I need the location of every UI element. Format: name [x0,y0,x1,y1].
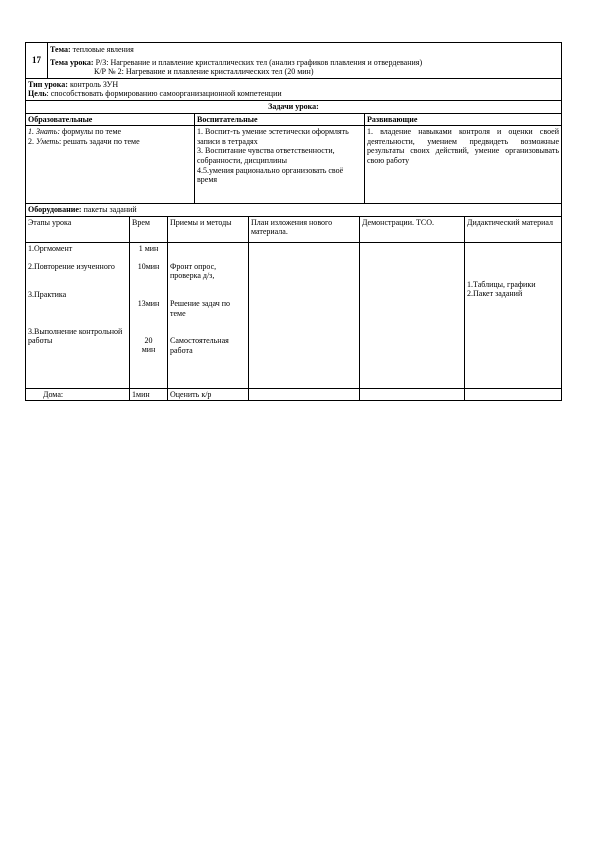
edu-item-2: 2. Уметь: решать задачи по теме [28,136,140,146]
col-upbringing: Воспитательные [195,113,365,126]
edu-item-1: 1. Знать: формулы по теме [28,127,122,137]
stage-item: 3.Выполнение контрольной работы [28,326,123,346]
upbr-item-2: 3. Воспитание чувства ответственности, собранности, дисциплины [197,146,335,165]
lesson-number: 17 [26,43,48,79]
stage-item: 2.Повторение изученного [28,262,115,272]
col-developing: Развивающие [365,113,562,126]
lesson-topic-line [50,58,559,68]
didactic-item: 1.Таблицы, графики [467,279,536,289]
new-material-cell [249,242,360,388]
upbr-item-1: 1. Воспит-ть умение эстетически оформлять записи в тетрадях [197,127,349,146]
col-educational: Образовательные [26,113,195,126]
lesson-topic-value: Р/З: Нагревание и плавление кристаллических тел (анализ графиков плавления и отвердевания) [93,57,423,67]
home-empty-2 [360,388,465,401]
times-cell [130,242,168,388]
tema-line [50,45,559,55]
lesson-plan-document [25,42,562,401]
developing-tasks: 1. владение навыками контроля и оценки своей деятельности, умением предвидеть возможные результаты своих действий, умение организовывать свою работу [365,126,562,204]
tasks-title: Задачи урока: [26,100,562,113]
home-method: Оценить к/р [168,388,249,401]
equipment-label: Оборудование: [28,205,82,215]
main-table [25,78,562,217]
header-table [25,42,562,79]
plan-header-demonstrations: Демонстрации. ТСО. [360,216,465,242]
header-content [48,43,562,79]
method-item: Самостоятельная работа [170,336,229,355]
stages-cell [26,242,130,388]
type-label: Тип урока: [28,79,68,89]
equipment-value: пакеты заданий [81,205,137,215]
home-time: 1мин [130,388,168,401]
type-value: контроль ЗУН [67,79,119,89]
kr-line: К/Р № 2: Нагревание и плавление кристаллических тел (20 мин) [94,67,314,77]
type-row [26,78,562,100]
plan-header-stages: Этапы урока [26,216,130,242]
goal-value: : способствовать формированию самоорганизационной компетенции [46,89,282,99]
methods-cell [168,242,249,388]
plan-header-new-material: План изложения нового материала. [249,216,360,242]
stage-item: 3.Практика [28,289,67,299]
home-empty-1 [249,388,360,401]
plan-header-didactic: Дидактический материал [465,216,562,242]
stage-item: 1.Оргмомент [28,243,73,253]
home-empty-3 [465,388,562,401]
upbringing-tasks [195,126,365,204]
upbr-item-3: 4.5.умения рационально организовать своё время [197,165,344,185]
time-item: 10мин [137,262,160,272]
tema-value: тепловые явления [70,45,134,54]
time-item: 13мин [137,298,160,308]
plan-header-time: Врем [130,216,168,242]
method-item: Решение задач по теме [170,298,231,318]
educational-tasks [26,126,195,204]
time-item: 1 мин [138,243,159,253]
lesson-topic-label: Тема урока: [50,57,94,67]
tema-label: Тема: [50,45,71,54]
time-item: 20 мин [141,335,156,355]
didactic-cell [465,242,562,388]
demonstrations-cell [360,242,465,388]
home-stage: Дома: [26,388,130,401]
equipment-row [26,204,562,217]
didactic-item: 2.Пакет заданий [467,289,523,299]
plan-header-methods: Приемы и методы [168,216,249,242]
plan-table [25,216,562,402]
goal-label: Цель [28,89,47,99]
method-item: Фронт опрос, проверка д/з, [170,261,217,281]
